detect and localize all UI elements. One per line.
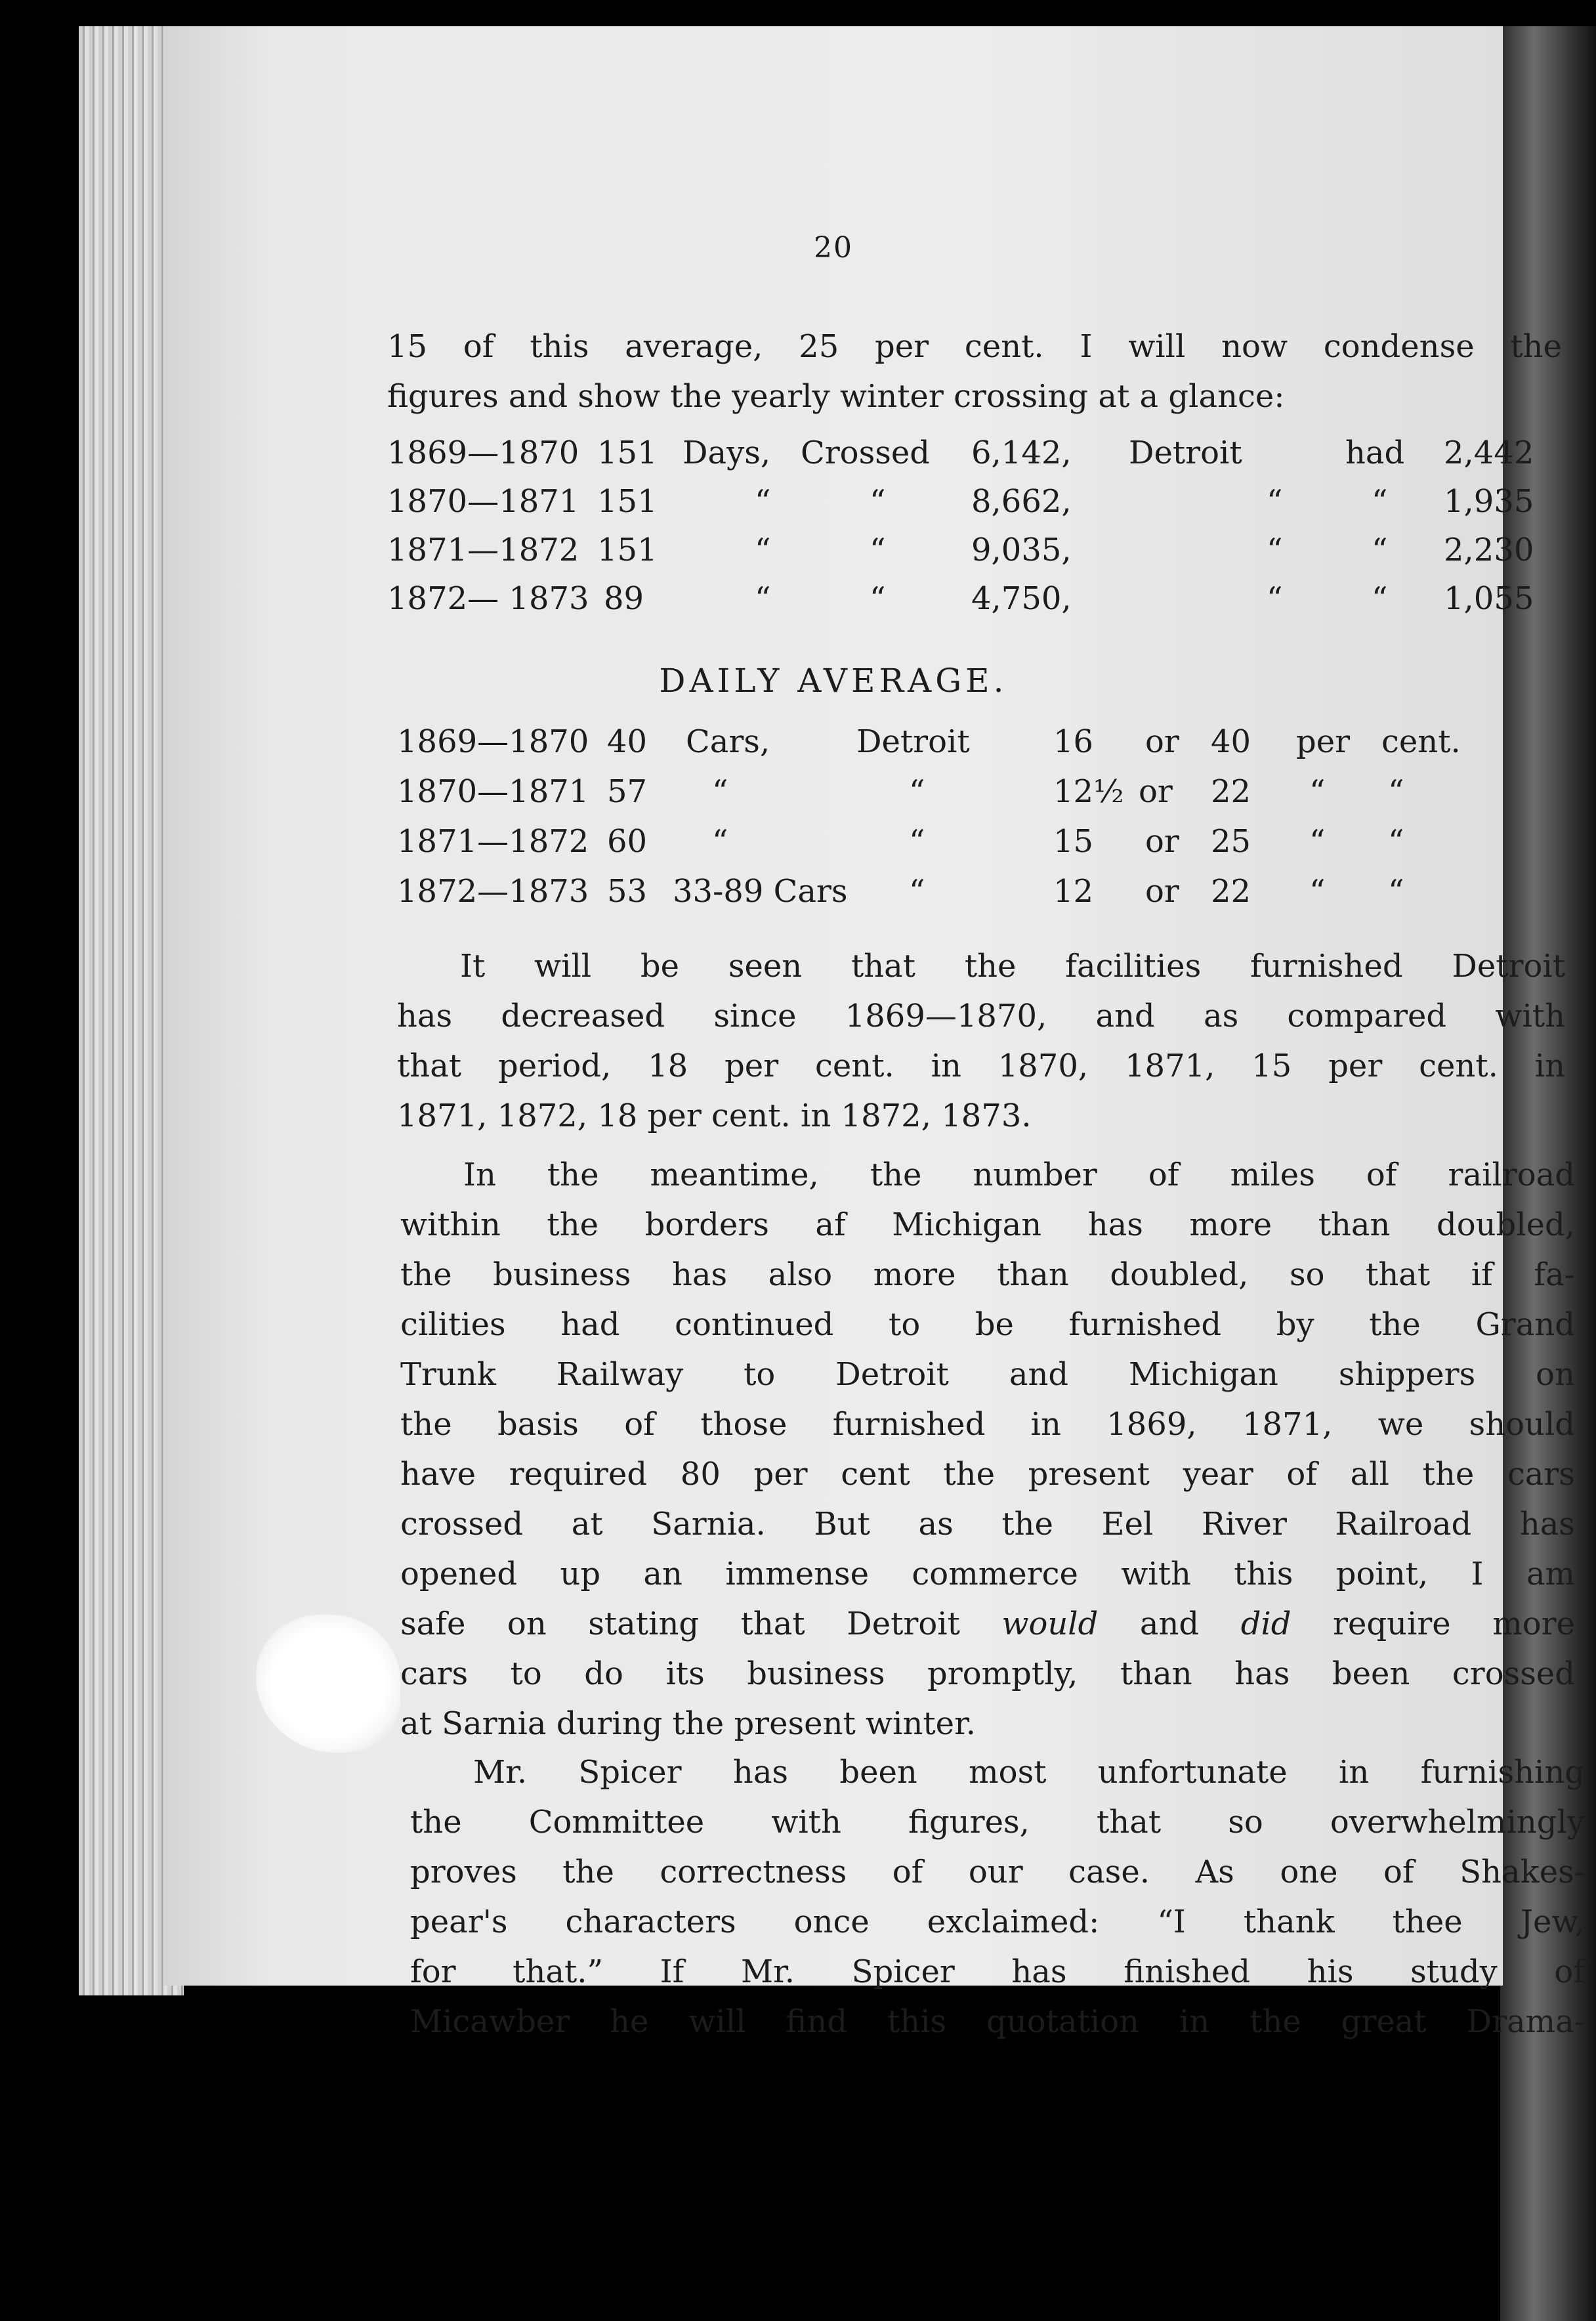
- label-cell: Cars,: [686, 723, 770, 760]
- percent-cell: 22: [1211, 873, 1251, 910]
- years-cell: 1870—1871: [387, 483, 579, 520]
- text-line: the business has also more than doubled, so that if fa-: [400, 1256, 1575, 1293]
- table-row: [387, 435, 1555, 482]
- detroit-count-cell: 2,230: [1444, 532, 1534, 568]
- unit-cell: “: [755, 532, 771, 568]
- text-line: [400, 1599, 1575, 1649]
- verb-cell: “: [1372, 532, 1388, 568]
- action-cell: Crossed: [801, 435, 930, 471]
- intro-paragraph: [387, 322, 1562, 421]
- years-cell: 1871—1872: [397, 823, 589, 860]
- daily-average-table: [397, 723, 1565, 920]
- text-line: proves the correctness of our case. As one of Shakes-: [410, 1854, 1585, 1890]
- table-row: [397, 773, 1565, 820]
- table-row: [397, 723, 1565, 771]
- text-line: Trunk Railway to Detroit and Michigan shippers on: [400, 1356, 1575, 1393]
- action-cell: “: [870, 532, 886, 568]
- detroit-cell: 16: [1053, 723, 1094, 760]
- cars-cell: 53: [607, 873, 648, 910]
- verb-cell: “: [1372, 483, 1388, 520]
- unit-cell: “: [1388, 773, 1404, 810]
- text-line: figures and show the yearly winter crossing at a glance:: [387, 378, 1285, 415]
- emphasis-would: would: [1001, 1606, 1099, 1642]
- detroit-count-cell: 1,055: [1444, 580, 1534, 617]
- detroit-cell: 12: [1053, 873, 1094, 910]
- count-cell: 8,662,: [971, 483, 1072, 520]
- table-row: [397, 873, 1565, 920]
- years-cell: 1869—1870: [397, 723, 589, 760]
- text-line: within the borders af Michigan has more than doubled,: [400, 1206, 1575, 1243]
- cars-cell: 60: [607, 823, 648, 860]
- detroit-count-cell: 2,442: [1444, 435, 1534, 471]
- place-cell: “: [1267, 483, 1283, 520]
- count-cell: 9,035,: [971, 532, 1072, 568]
- years-cell: 1872—1873: [397, 873, 589, 910]
- unit-cell: Days,: [682, 435, 771, 471]
- text-line: 15 of this average, 25 per cent. I will now condense the: [387, 328, 1562, 365]
- paragraph-facilities: [397, 941, 1565, 1141]
- count-cell: 4,750,: [971, 580, 1072, 617]
- or-cell: or: [1145, 873, 1179, 910]
- emphasis-did: did: [1240, 1606, 1292, 1642]
- verb-cell: “: [1372, 580, 1388, 617]
- table-row: [387, 483, 1555, 530]
- count-cell: 6,142,: [971, 435, 1072, 471]
- paragraph-spicer: [410, 1747, 1585, 2047]
- page-number: 20: [814, 231, 853, 265]
- text-line: opened up an immense commerce with this point, I am: [400, 1556, 1575, 1592]
- action-cell: “: [870, 580, 886, 617]
- percent-cell: 25: [1211, 823, 1251, 860]
- days-cell: 89: [604, 580, 644, 617]
- text-line: In the meantime, the number of miles of railroad: [463, 1157, 1575, 1193]
- unit-cell: “: [755, 483, 771, 520]
- days-cell: 151: [597, 483, 658, 520]
- text-line: the basis of those furnished in 1869, 1871, we should: [400, 1406, 1575, 1443]
- table-row: [387, 532, 1555, 579]
- paragraph-railroad: [400, 1150, 1575, 1749]
- years-cell: 1870—1871: [397, 773, 589, 810]
- table-row: [397, 823, 1565, 870]
- verb-cell: had: [1345, 435, 1405, 471]
- text-span: and: [1098, 1606, 1241, 1642]
- unit-cell: per: [1296, 723, 1351, 760]
- unit-cell: “: [1309, 823, 1326, 860]
- label-cell: “: [712, 823, 728, 860]
- text-span: safe on stating that Detroit: [400, 1606, 1002, 1642]
- place-cell: Detroit: [1129, 435, 1242, 471]
- place-cell: “: [1267, 580, 1283, 617]
- crossings-table: [387, 435, 1555, 631]
- detroit-cell: 12½: [1053, 773, 1124, 810]
- text-line: pear's characters once exclaimed: “I thank thee Jew,: [410, 1904, 1585, 1940]
- place-cell: Detroit: [856, 723, 970, 760]
- text-line: the Committee with figures, that so overwhelmingly: [410, 1804, 1585, 1841]
- unit-cell: cent.: [1381, 723, 1461, 760]
- cars-cell: 57: [607, 773, 648, 810]
- years-cell: 1872— 1873: [387, 580, 589, 617]
- place-cell: “: [909, 873, 925, 910]
- percent-cell: 40: [1211, 723, 1251, 760]
- or-cell: or: [1145, 723, 1179, 760]
- unit-cell: “: [1388, 823, 1404, 860]
- label-cell: “: [712, 773, 728, 810]
- label-cell: 33-89 Cars: [673, 873, 848, 910]
- text-line: for that.” If Mr. Spicer has finished his study of: [410, 1953, 1585, 1990]
- place-cell: “: [1267, 532, 1283, 568]
- cars-cell: 40: [607, 723, 648, 760]
- unit-cell: “: [755, 580, 771, 617]
- text-span: require more: [1291, 1606, 1575, 1642]
- text-line: have required 80 per cent the present year of all the cars: [400, 1456, 1575, 1493]
- text-line: that period, 18 per cent. in 1870, 1871, 15 per cent. in: [397, 1048, 1565, 1084]
- years-cell: 1871—1872: [387, 532, 579, 568]
- days-cell: 151: [597, 532, 658, 568]
- years-cell: 1869—1870: [387, 435, 579, 471]
- percent-cell: 22: [1211, 773, 1251, 810]
- text-line: Mr. Spicer has been most unfortunate in furnishing: [473, 1754, 1585, 1791]
- text-line: 1871, 1872, 18 per cent. in 1872, 1873.: [397, 1097, 1032, 1134]
- detroit-count-cell: 1,935: [1444, 483, 1534, 520]
- text-line: Micawber he will find this quotation in the great Drama-: [410, 2003, 1585, 2040]
- detroit-cell: 15: [1053, 823, 1094, 860]
- text-line: cars to do its business promptly, than has been crossed: [400, 1655, 1575, 1692]
- unit-cell: “: [1309, 873, 1326, 910]
- text-line: has decreased since 1869—1870, and as compared with: [397, 998, 1565, 1034]
- text-line: It will be seen that the facilities furnished Detroit: [460, 948, 1565, 985]
- text-line: at Sarnia during the present winter.: [400, 1705, 976, 1742]
- action-cell: “: [870, 483, 886, 520]
- paper-damage-spot: [256, 1615, 400, 1753]
- or-cell: or: [1145, 823, 1179, 860]
- unit-cell: “: [1388, 873, 1404, 910]
- text-line: cilities had continued to be furnished by the Grand: [400, 1306, 1575, 1343]
- place-cell: “: [909, 773, 925, 810]
- table-row: [387, 580, 1555, 628]
- place-cell: “: [909, 823, 925, 860]
- days-cell: 151: [597, 435, 658, 471]
- daily-average-heading: DAILY AVERAGE.: [659, 662, 1008, 700]
- book-page: [164, 26, 1585, 2040]
- unit-cell: “: [1309, 773, 1326, 810]
- text-line: crossed at Sarnia. But as the Eel River Railroad has: [400, 1506, 1575, 1543]
- or-cell: or: [1139, 773, 1173, 810]
